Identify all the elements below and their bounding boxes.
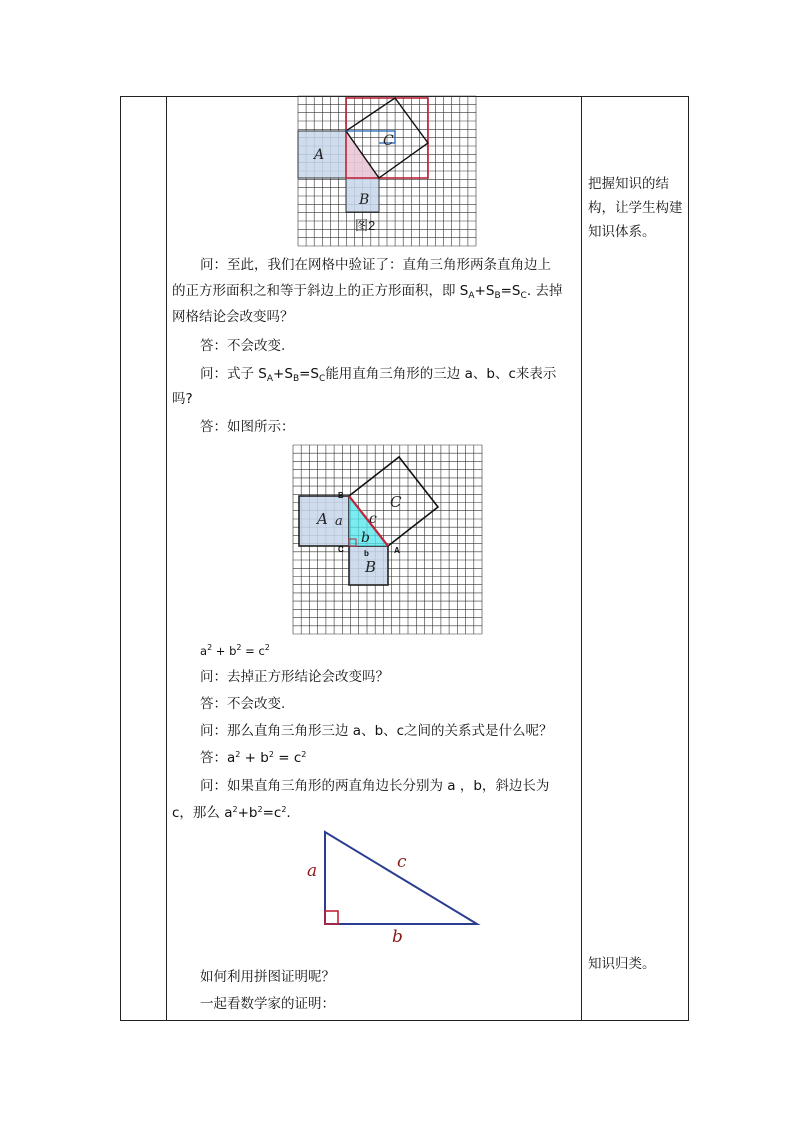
a4-mid: + b <box>240 750 269 766</box>
question-3: 问：去掉正方形结论会改变吗？ <box>200 669 389 685</box>
fig3-label-b: B <box>365 558 377 576</box>
q2-l1-pre: 问：式子 S <box>200 366 267 382</box>
q5-end: . <box>286 805 291 821</box>
q2-plus: +S <box>273 366 293 382</box>
table-col-line-3 <box>581 96 582 1021</box>
right-triangle <box>325 832 477 924</box>
fig3-label-a: A <box>317 510 328 528</box>
q1-sub-b: B <box>494 291 501 301</box>
answer-3: 答：不会改变. <box>200 696 286 712</box>
q2-eq: =S <box>299 366 320 382</box>
fig2-label-c: C <box>383 133 394 149</box>
a4-end: = c <box>273 750 302 766</box>
fig3-vertex-a: A <box>394 546 400 555</box>
q2-sub-a: A <box>266 374 274 384</box>
q5-mid2: =c <box>262 805 282 821</box>
q5-sup-b: 2 <box>257 805 263 814</box>
q1-l2-pre: 的正方形面积之和等于斜边上的正方形面积，即 S <box>172 283 469 299</box>
table-bottom-border <box>120 1020 689 1021</box>
answer-4 <box>200 749 306 769</box>
eq1-end: = c <box>241 644 265 658</box>
q2-sub-b: B <box>292 374 300 384</box>
answer-1: 答：不会改变. <box>200 338 286 354</box>
q1-l2-post: . 去掉 <box>526 283 563 299</box>
eq1-sup-b: 2 <box>236 643 242 652</box>
eq1-mid: + b <box>212 644 237 658</box>
question-2-line-2: 吗? <box>172 391 193 407</box>
fig2-caption: 图2 <box>355 218 376 233</box>
a4-sup-c: 2 <box>301 750 307 759</box>
question-2-line-1 <box>200 365 556 385</box>
q5-mid: +b <box>237 805 258 821</box>
side-note-1: 把握知识的结构，让学生构建知识体系。 <box>588 176 683 240</box>
a4-sup-a: 2 <box>235 750 241 759</box>
table-col-line-4 <box>688 96 689 1021</box>
fig3-small-c: c <box>369 511 377 527</box>
q5-sup-a: 2 <box>232 805 238 814</box>
triangle-side-a: a <box>307 861 318 881</box>
right-angle-mark <box>325 911 338 924</box>
question-4: 问：那么直角三角形三边 a、b、c之间的关系式是什么呢？ <box>200 723 553 739</box>
eq1-pre: a <box>200 644 208 658</box>
figure-3-grid <box>293 445 482 634</box>
question-1-line-3: 网格结论会改变吗？ <box>172 309 294 325</box>
eq1-sup-c: 2 <box>264 643 270 652</box>
q2-sub-c: C <box>319 374 326 384</box>
q1-sub-a: A <box>468 291 475 301</box>
question-5-line-1: 问：如果直角三角形的两直角边长分别为 a ，b，斜边长为 <box>200 778 550 794</box>
question-1-line-1: 问：至此，我们在网格中验证了：直角三角形两条直角边上 <box>200 257 551 273</box>
fig3-small-b: b <box>361 530 370 546</box>
question-6: 如何利用拼图证明呢？ <box>200 969 335 985</box>
figure-2-grid <box>298 96 476 246</box>
fig3-small-b2: b <box>364 549 369 558</box>
fig2-label-b: B <box>359 192 370 208</box>
table-col-line-1 <box>120 96 121 1021</box>
answer-2: 答：如图所示： <box>200 419 295 435</box>
fig3-small-a: a <box>335 514 343 529</box>
a4-sup-b: 2 <box>268 750 274 759</box>
right-triangle-figure <box>300 828 490 948</box>
triangle-side-c: c <box>397 852 407 872</box>
fig3-vertex-c: C <box>338 545 344 554</box>
fig3-label-c: C <box>390 493 402 511</box>
equation-1 <box>200 642 270 662</box>
q2-l1-post: 能用直角三角形的三边 a、b、c来表示 <box>325 366 557 382</box>
fig2-label-a: A <box>314 147 325 163</box>
q1-sub-c: C <box>520 291 527 301</box>
eq1-sup-a: 2 <box>207 643 213 652</box>
a4-pre: 答：a <box>200 750 236 766</box>
q5-pre: c，那么 a <box>172 805 233 821</box>
side-note-2: 知识归类。 <box>588 956 656 972</box>
q5-sup-c: 2 <box>281 805 287 814</box>
question-7: 一起看数学家的证明： <box>200 996 335 1012</box>
fig3-vertex-b: B <box>338 491 344 500</box>
triangle-side-b: b <box>392 927 403 947</box>
table-col-line-2 <box>166 96 167 1021</box>
question-1-line-2 <box>172 282 562 302</box>
q1-plus: +S <box>474 283 495 299</box>
q1-eq: =S <box>500 283 521 299</box>
question-5-line-2 <box>172 804 291 824</box>
